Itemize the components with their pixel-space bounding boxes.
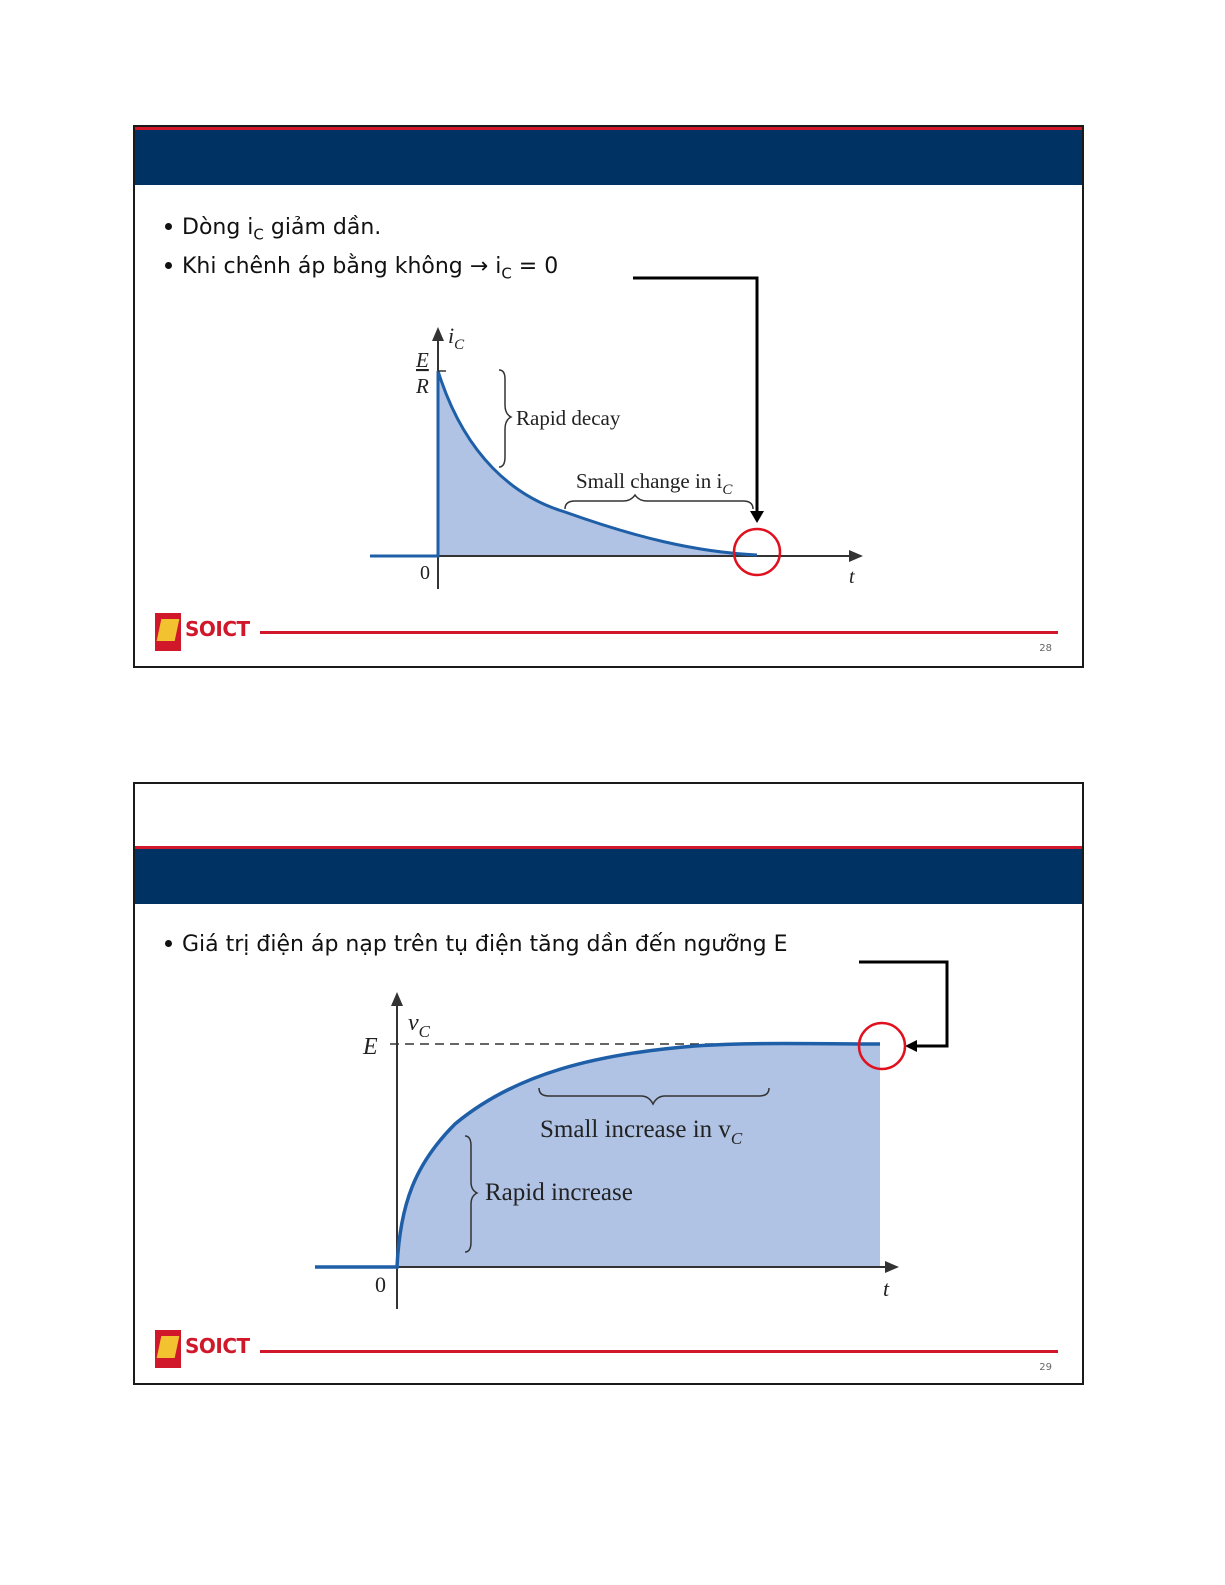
rapid-decay-label: Rapid decay	[516, 406, 621, 430]
footer-line	[260, 631, 1058, 634]
ymax-label: E	[363, 1034, 378, 1060]
axis-y-label: $i_C$	[448, 323, 465, 353]
bullet-item: Giá trị điện áp nạp trên tụ điện tăng dần đến ngưỡng E	[165, 932, 788, 957]
y-axis-arrow	[432, 327, 444, 341]
charge-graph	[135, 784, 1086, 1387]
highlight-circle	[734, 529, 780, 575]
decay-graph	[135, 127, 1086, 670]
small-change-label: Small change in $i_C$	[576, 469, 733, 498]
slide-28	[133, 125, 1084, 668]
x-axis-arrow	[885, 1261, 899, 1273]
soict-logo: SOICT	[155, 613, 275, 653]
page-number: 28	[1039, 643, 1052, 654]
soict-logo: SOICT	[155, 1330, 275, 1370]
origin-label: 0	[375, 1272, 386, 1297]
axis-x-label: t	[883, 1276, 890, 1301]
logo-mark-icon	[155, 613, 181, 651]
logo-mark-icon	[155, 1330, 181, 1368]
charge-fill	[397, 1044, 880, 1268]
axis-y-label: $v_C$	[408, 1010, 430, 1041]
x-axis-arrow	[849, 550, 863, 562]
ymax-num: E	[416, 348, 429, 372]
origin-label: 0	[420, 562, 430, 584]
callout-arrowhead	[750, 511, 764, 523]
slide-29	[133, 782, 1084, 1385]
page-number: 29	[1039, 1362, 1052, 1373]
rapid-decay-brace	[499, 370, 511, 467]
bullet-item: Khi chênh áp bằng không → $i_C = 0$	[165, 254, 558, 282]
callout-arrow	[859, 962, 947, 1046]
bullet-item: Dòng $i_C$ giảm dần.	[165, 215, 381, 243]
ymax-den: R	[416, 374, 429, 398]
axis-x-label: t	[849, 566, 855, 588]
footer-line	[260, 1350, 1058, 1353]
rapid-increase-label: Rapid increase	[485, 1179, 633, 1206]
small-increase-label: Small increase in $v_C$	[540, 1116, 743, 1148]
y-axis-arrow	[391, 992, 403, 1006]
callout-arrowhead	[905, 1040, 917, 1052]
decay-fill	[438, 371, 757, 555]
